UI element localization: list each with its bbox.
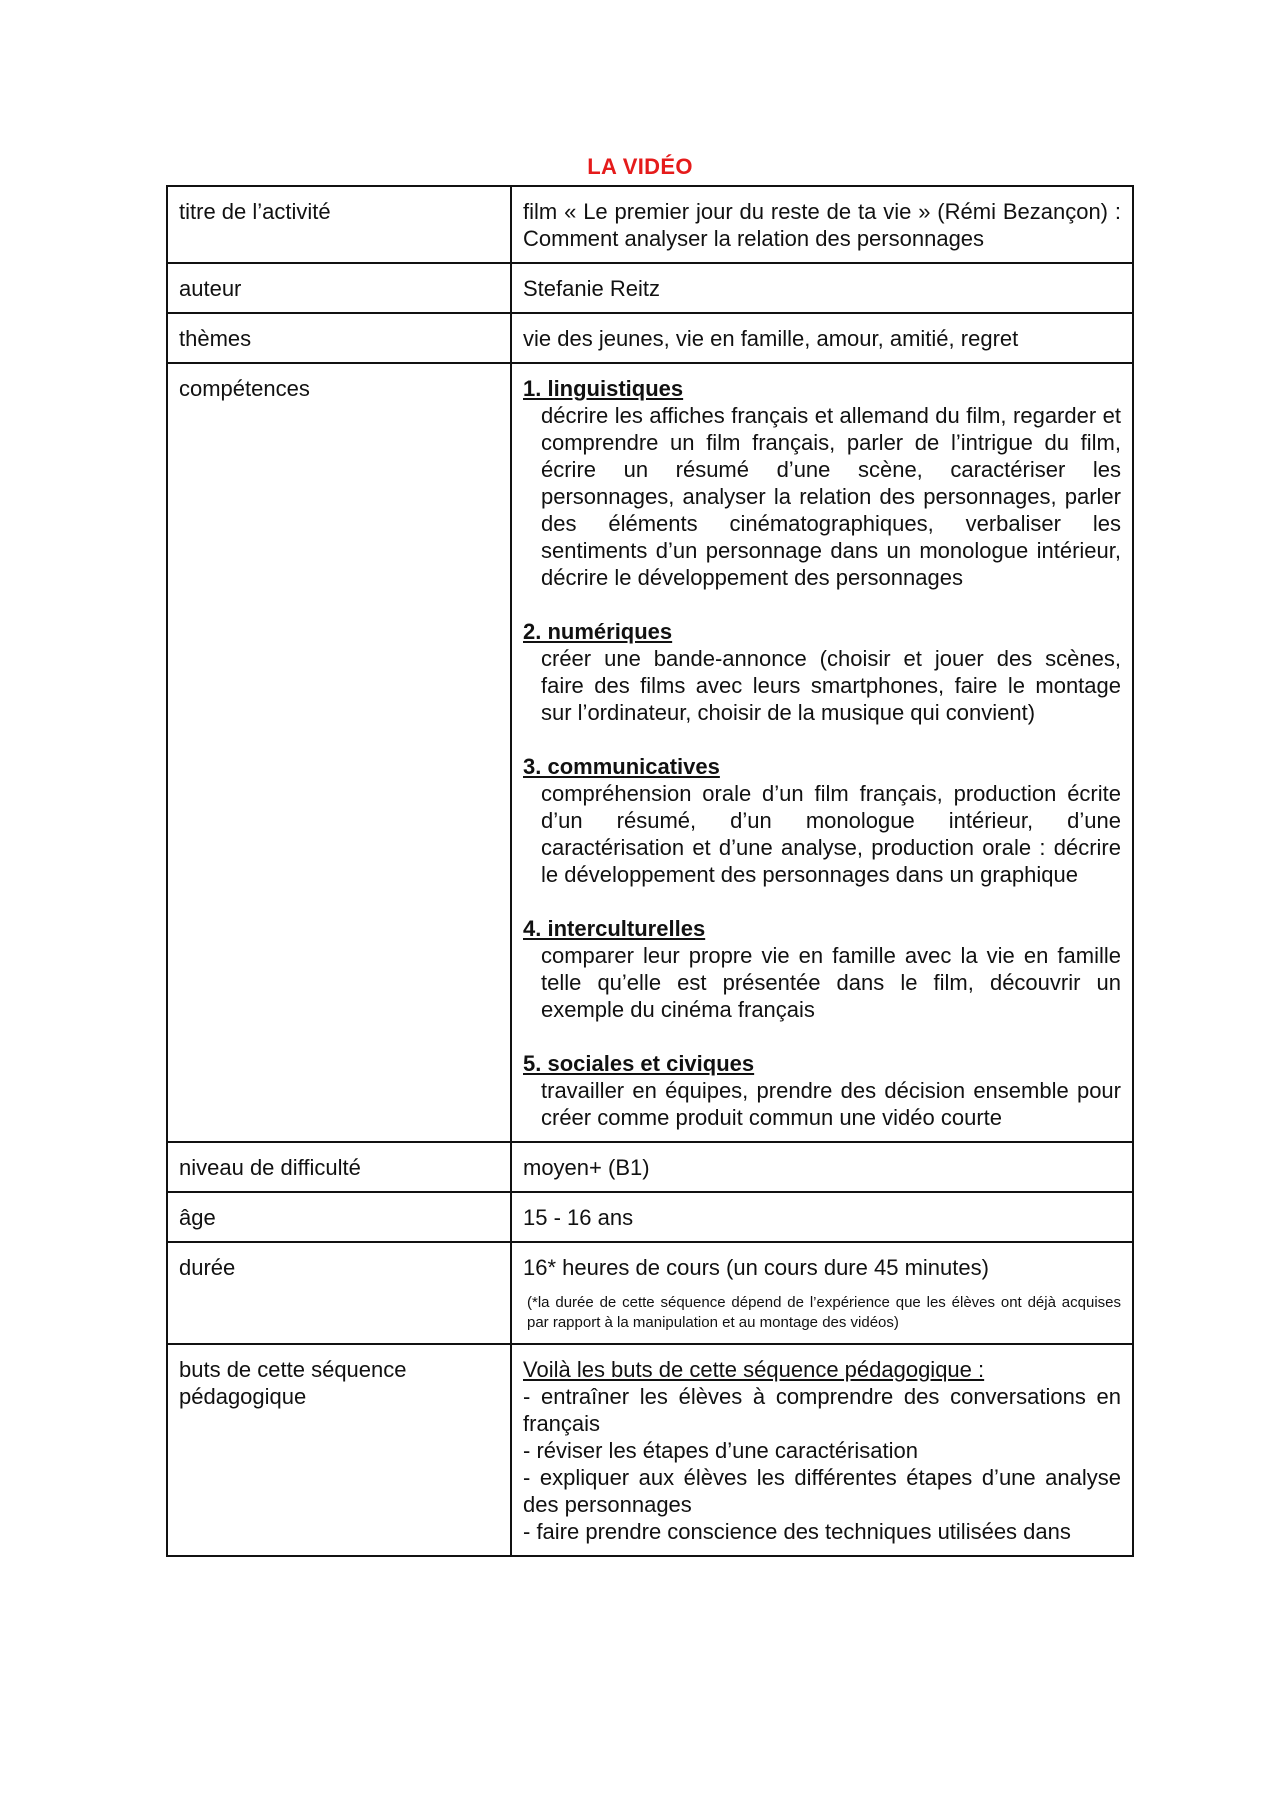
row-label-age: âge [167, 1192, 511, 1242]
row-label-auteur: auteur [167, 263, 511, 313]
buts-item: - faire prendre conscience des techniques utilisées dans [523, 1519, 1071, 1544]
table-row [167, 1242, 1133, 1344]
competence-section [523, 753, 1121, 888]
row-label-themes: thèmes [167, 313, 511, 363]
competence-body: décrire les affiches français et allemand du film, regarder et comprendre un film français, parler de l’intrigue du film, écrire un résumé d’une scène, caractériser les personnages, analyser la relation des personnages, parler des éléments cinématographiques, verbaliser les sentiments d’un personnage dans un monologue intérieur, décrire le développement des personnages [541, 403, 1121, 590]
competence-body: créer une bande-annonce (choisir et jouer des scènes, faire des films avec leurs smartphones, faire le montage sur l’ordinateur, choisir de la musique qui convient) [541, 646, 1121, 725]
competence-body: comparer leur propre vie en famille avec la vie en famille telle qu’elle est présentée dans le film, découvrir un exemple du cinéma français [541, 943, 1121, 1022]
competence-section [523, 375, 1121, 591]
table-row [167, 1192, 1133, 1242]
competence-body: compréhension orale d’un film français, production écrite d’un résumé, d’un monologue intérieur, d’une caractérisation et d’une analyse, production orale : décrire le développement des personnages dans un graphique [541, 781, 1121, 887]
competence-title: 5. sociales et civiques [523, 1051, 755, 1076]
competence-title: 1. linguistiques [523, 376, 684, 401]
row-label-niveau: niveau de difficulté [167, 1142, 511, 1192]
row-value-titre: film « Le premier jour du reste de ta vie » (Rémi Bezançon) : Comment analyser la relation des personnages [511, 186, 1133, 263]
table-row [167, 1142, 1133, 1192]
row-value-duree [511, 1242, 1133, 1344]
row-value-themes: vie des jeunes, vie en famille, amour, amitié, regret [511, 313, 1133, 363]
row-label-buts: buts de cette séquence pédagogique [167, 1344, 511, 1556]
competences-list [511, 363, 1133, 1142]
buts-item: - entraîner les élèves à comprendre des conversations en français [523, 1384, 1121, 1436]
competence-title: 2. numériques [523, 619, 673, 644]
duree-value: 16* heures de cours (un cours dure 45 minutes) [523, 1255, 989, 1280]
competence-section [523, 915, 1121, 1023]
activity-table [166, 185, 1134, 1557]
table-row [167, 186, 1133, 263]
competence-body: travailler en équipes, prendre des décision ensemble pour créer comme produit commun une vidéo courte [541, 1078, 1121, 1130]
document-title: LA VIDÉO [587, 154, 693, 179]
buts-item: - réviser les étapes d’une caractérisation [523, 1438, 918, 1463]
row-value-niveau: moyen+ (B1) [511, 1142, 1133, 1192]
row-value-buts [511, 1344, 1133, 1556]
table-row [167, 313, 1133, 363]
buts-item: - expliquer aux élèves les différentes étapes d’une analyse des personnages [523, 1465, 1121, 1517]
competence-title: 4. interculturelles [523, 916, 706, 941]
table-row [167, 363, 1133, 1142]
table-row [167, 263, 1133, 313]
table-row [167, 1344, 1133, 1556]
buts-intro: Voilà les buts de cette séquence pédagogique : [523, 1357, 985, 1382]
competence-section [523, 1050, 1121, 1131]
row-label-duree: durée [167, 1242, 511, 1344]
row-value-auteur: Stefanie Reitz [511, 263, 1133, 313]
row-label-competences: compétences [167, 363, 511, 1142]
row-label-titre: titre de l’activité [167, 186, 511, 263]
competence-title: 3. communicatives [523, 754, 720, 779]
row-value-age: 15 - 16 ans [511, 1192, 1133, 1242]
duree-footnote: (*la durée de cette séquence dépend de l’expérience que les élèves ont déjà acquises par rapport à la manipulation et au montage des vidéos) [527, 1294, 1121, 1331]
competence-section [523, 618, 1121, 726]
